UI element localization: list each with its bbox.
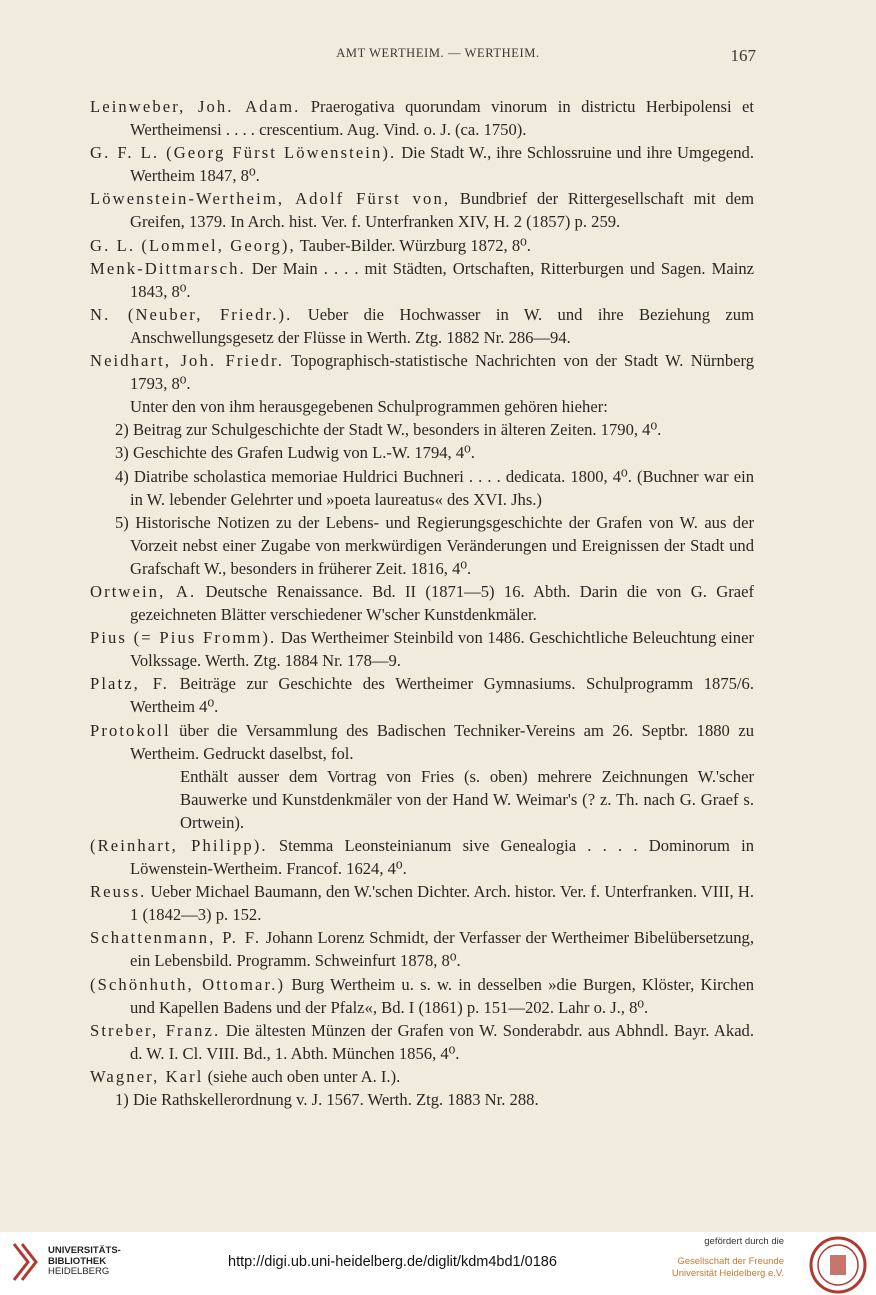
library-name[interactable] — [48, 1246, 121, 1278]
author: Neidhart, Joh. Friedr. — [90, 351, 284, 371]
bib-entry: Reuss. Ueber Michael Baumann, den W.'schen Dichter. Arch. histor. Ver. f. Unterfranken. VIII, H. 1 (1842—3) p. 152. — [90, 882, 754, 925]
page-number: 167 — [730, 46, 756, 65]
sponsor-caption: gefördert durch die — [704, 1236, 784, 1247]
author: N. (Neuber, Friedr.). — [90, 304, 293, 324]
library-line: BIBLIOTHEK — [48, 1255, 107, 1267]
bib-entry: Löwenstein-Wertheim, Adolf Fürst von, Bundbrief der Rittergesellschaft mit dem Greifen, 1379. In Arch. hist. Ver. f. Unterfranken XIV, H. 2 (1857) p. 259. — [90, 189, 754, 232]
bib-entry: Leinweber, Joh. Adam. Praerogativa quorundam vinorum in districtu Herbipolensi et Wertheimensi . . . . crescentium. Aug. Vind. o. J. (ca. 1750). — [90, 97, 755, 140]
bib-entry: G. L. (Lommel, Georg), Tauber-Bilder. Würzburg 1872, 8⁰. — [90, 235, 531, 255]
library-logo-icon[interactable] — [10, 1240, 44, 1284]
footer-bar — [0, 1232, 876, 1295]
bibliography-list — [90, 95, 754, 1111]
bib-entry: (Schönhuth, Ottomar.) Burg Wertheim u. s. w. in desselben »die Burgen, Klöster, Kirchen und Kapellen Badens und der Pfalz«, Bd. I (1861) p. 151—202. Lahr o. J., 8⁰. — [90, 974, 754, 1017]
sub-note: Unter den von ihm herausgegebenen Schulprogrammen gehören hieher: — [130, 397, 608, 417]
author: (Schönhuth, Ottomar.) — [90, 974, 286, 994]
sponsor-block[interactable] — [672, 1236, 784, 1280]
bib-entry: Neidhart, Joh. Friedr. Topographisch-statistische Nachrichten von der Stadt W. Nürnberg 1793, 8⁰. — [90, 351, 754, 394]
protokoll-note: Enthält ausser dem Vortrag von Fries (s. oben) mehrere Zeichnungen W.'scher Bauwerke und Kunstdenkmäler von der Hand W. Weimar's (? z. Th. nach G. Graef s. Ortwein). — [180, 766, 754, 832]
sponsor-name: Gesellschaft der Freunde — [677, 1256, 784, 1267]
author: Streber, Franz. — [90, 1020, 221, 1040]
numbered-item: 4) Diatribe scholastica memoriae Huldrici Buchneri . . . . dedicata. 1800, 4⁰. (Buchner war ein in W. lebender Gelehrter und »poeta laureatus« des XVI. Jhs.) — [115, 466, 754, 509]
author: Protokoll — [90, 720, 171, 740]
author: Wagner, Karl — [90, 1066, 204, 1086]
numbered-item: 1) Die Rathskellerordnung v. J. 1567. Werth. Ztg. 1883 Nr. 288. — [115, 1090, 539, 1110]
numbered-item: 5) Historische Notizen zu der Lebens- und Regierungsgeschichte der Grafen von W. aus der Vorzeit nebst einer Zugabe von merkwürdigen Veränderungen und Ereignissen der Stadt und Grafschaft W., besonders in früherer Zeit. 1816, 4⁰. — [115, 512, 754, 578]
numbered-item: 3) Geschichte des Grafen Ludwig von L.-W. 1794, 4⁰. — [115, 443, 475, 463]
bib-entry: N. (Neuber, Friedr.). Ueber die Hochwasser in W. und ihre Beziehung zum Anschwellungsgesetz der Flüsse in Werth. Ztg. 1882 Nr. 286—94. — [90, 304, 754, 347]
bib-entry: Protokoll über die Versammlung des Badischen Techniker-Vereins am 26. Septbr. 1880 zu Wertheim. Gedruckt daselbst, fol. — [90, 720, 754, 763]
author: (Reinhart, Philipp). — [90, 836, 268, 855]
library-line: UNIVERSITÄTS- — [48, 1245, 121, 1256]
numbered-item: 2) Beitrag zur Schulgeschichte der Stadt W., besonders in älteren Zeiten. 1790, 4⁰. — [115, 420, 662, 440]
running-head: AMT WERTHEIM. — WERTHEIM. — [336, 46, 540, 60]
sponsor-name: Universität Heidelberg e.V. — [671, 1268, 784, 1279]
author: Platz, F. — [90, 674, 169, 694]
author: Pius (= Pius Fromm). — [90, 628, 277, 648]
library-line: HEIDELBERG — [48, 1266, 110, 1277]
bib-entry: G. F. L. (Georg Fürst Löwenstein). Die Stadt W., ihre Schlossruine und ihre Umgegend. Wertheim 1847, 8⁰. — [90, 143, 754, 186]
author: Leinweber, Joh. Adam. — [90, 97, 301, 116]
bib-entry: Streber, Franz. Die ältesten Münzen der Grafen von W. Sonderabdr. aus Abhndl. Bayr. Akad. d. W. I. Cl. VIII. Bd., 1. Abth. München 1856, 4⁰. — [90, 1020, 755, 1063]
author: Schattenmann, P. F. — [90, 928, 262, 948]
permalink[interactable]: http://digi.ub.uni-heidelberg.de/diglit/kdm4bd1/0186 — [228, 1254, 557, 1270]
bib-entry: Menk-Dittmarsch. Der Main . . . . mit Städten, Ortschaften, Ritterburgen und Sagen. Mainz 1843, 8⁰. — [90, 258, 754, 301]
university-seal-icon — [808, 1235, 868, 1295]
bib-entry: Wagner, Karl (siehe auch oben unter A. I.). — [90, 1066, 401, 1086]
author: Menk-Dittmarsch. — [90, 258, 246, 278]
bib-entry: Schattenmann, P. F. Johann Lorenz Schmidt, der Verfasser der Wertheimer Bibelübersetzung, ein Lebensbild. Programm. Schweinfurt 1878, 8⁰. — [90, 928, 754, 971]
bib-entry: (Reinhart, Philipp). Stemma Leonsteinianum sive Genealogia . . . . Dominorum in Löwenstein-Wertheim. Francof. 1624, 4⁰. — [90, 836, 754, 879]
author: Ortwein, A. — [90, 581, 197, 601]
author: G. L. (Lommel, Georg), — [90, 235, 296, 255]
bib-entry: Ortwein, A. Deutsche Renaissance. Bd. II (1871—5) 16. Abth. Darin die von G. Graef gezeichneten Blätter verschiedener W'scher Kunstdenkmäler. — [90, 581, 754, 625]
bib-entry: Platz, F. Beiträge zur Geschichte des Wertheimer Gymnasiums. Schulprogramm 1875/6. Wertheim 4⁰. — [90, 674, 754, 717]
author: G. F. L. (Georg Fürst Löwenstein). — [90, 143, 397, 163]
author: Reuss. — [90, 882, 147, 902]
bib-entry: Pius (= Pius Fromm). Das Wertheimer Steinbild von 1486. Geschichtliche Beleuchtung einer Volkssage. Werth. Ztg. 1884 Nr. 178—9. — [90, 628, 754, 671]
author: Löwenstein-Wertheim, Adolf Fürst von, — [90, 189, 451, 209]
